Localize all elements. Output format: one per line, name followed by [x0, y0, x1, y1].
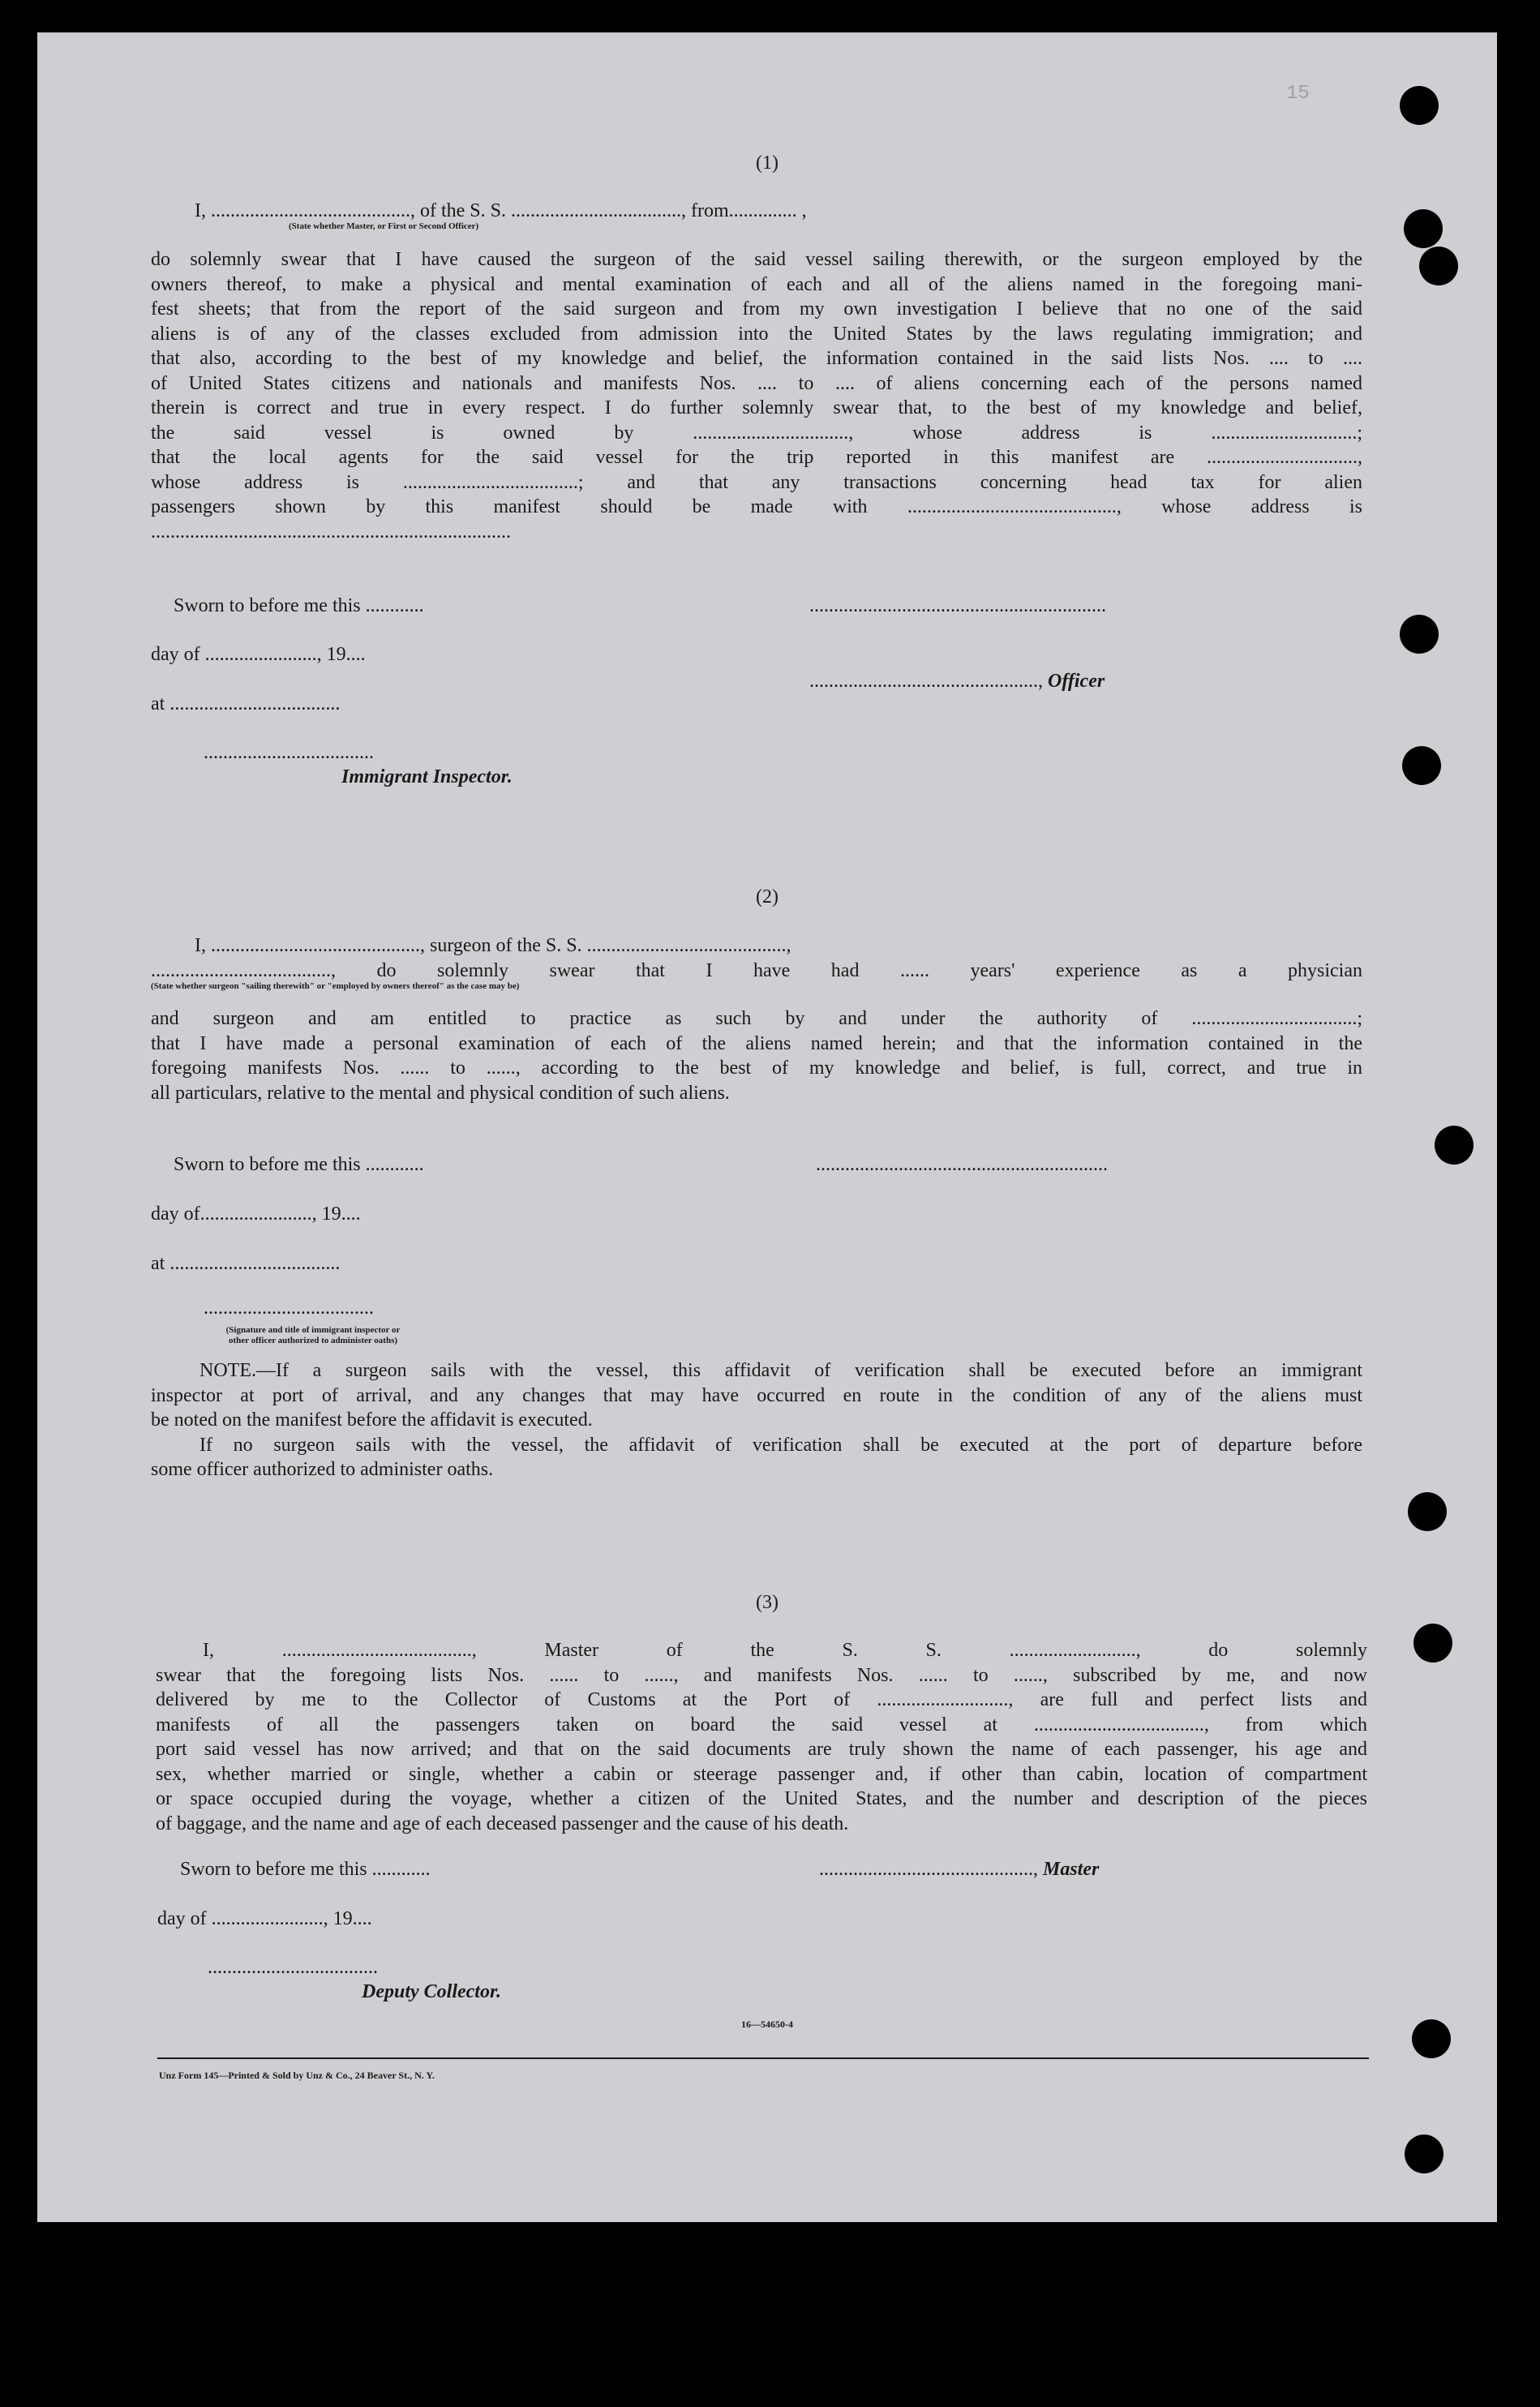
form-number: 16—54650-4	[741, 2019, 793, 2030]
section-1-inspector-signature-line: ...................................	[204, 742, 374, 763]
section-1-line: of United States citizens and nationals and manifests Nos. .... to .... of aliens concerning each of the persons named	[151, 372, 1362, 394]
section-1-at: at ...................................	[151, 693, 341, 714]
section-2-note	[151, 1358, 1362, 1482]
section-2-sworn: Sworn to before me this ............	[174, 1154, 424, 1175]
master-label: Master	[1043, 1859, 1100, 1880]
section-3-line: manifests of all the passengers taken on board the said vessel at ..................................., from which	[156, 1714, 1367, 1736]
section-1-line: aliens is of any of the classes excluded from admission into the United States by the laws regulating immigration; and	[151, 323, 1362, 345]
page-number: 15	[1286, 83, 1310, 105]
section-3-line: swear that the foregoing lists Nos. ...... to ......, and manifests Nos. ...... to ......, subscribed by me, and now	[156, 1664, 1367, 1686]
section-1-inspector-label: Immigrant Inspector.	[341, 766, 513, 787]
punch-hole	[1400, 86, 1439, 125]
section-1-line: that the local agents for the said vessel for the trip reported in this manifest are ...............................,	[151, 447, 1362, 468]
officer-dots: ...............................................,	[809, 671, 1048, 692]
note-line: inspector at port of arrival, and any changes that may have occurred en route in the condition of any of the aliens must	[151, 1384, 1362, 1406]
section-2-line: all particulars, relative to the mental and physical condition of such aliens.	[151, 1082, 730, 1104]
section-3-line: or space occupied during the voyage, whether a citizen of the United States, and the number and description of the pieces	[156, 1788, 1367, 1809]
note-line: NOTE.—If a surgeon sails with the vessel, this affidavit of verification shall be executed before an immigrant	[199, 1360, 1362, 1381]
section-3-master-line	[819, 1857, 1099, 1882]
section-2-signature-line: ............................................................	[816, 1154, 1108, 1175]
section-1-line: whose address is ....................................; and that any transactions concerning head tax for alien	[151, 471, 1362, 493]
section-1-line: ..........................................................................	[151, 521, 511, 543]
section-1-line: fest sheets; that from the report of the said surgeon and from my own investigation I believe that no one of the said	[151, 298, 1362, 320]
section-3-line: sex, whether married or single, whether a cabin or steerage passenger and, if other than cabin, location of compartment	[156, 1763, 1367, 1785]
section-1-line: that also, according to the best of my knowledge and belief, the information contained in the said lists Nos. .... to ....	[151, 348, 1362, 369]
section-1-number: (1)	[756, 152, 779, 174]
section-1-opening-line: I, ........................................., of the S. S. ..................................., from.............. ,	[195, 200, 807, 221]
section-1-line: the said vessel is owned by ................................, whose address is ..............................;	[151, 422, 1362, 444]
section-2-body	[151, 1006, 1362, 1105]
section-3-day: day of ......................., 19....	[157, 1908, 372, 1929]
note-line: be noted on the manifest before the affidavit is executed.	[151, 1409, 593, 1431]
section-1-sworn: Sworn to before me this ............	[174, 595, 424, 616]
section-2-line: that I have made a personal examination of each of the aliens named herein; and that the information contained in the	[151, 1032, 1362, 1054]
punch-hole	[1405, 2135, 1443, 2173]
section-3-line: of baggage, and the name and age of each deceased passenger and the cause of his death.	[156, 1813, 849, 1834]
section-2-caption: (State whether surgeon "sailing therewith" or "employed by owners thereof" as the case may be)	[151, 981, 520, 991]
punch-hole	[1419, 247, 1458, 285]
section-1-line: do solemnly swear that I have caused the surgeon of the said vessel sailing therewith, or the surgeon employed by the	[151, 249, 1362, 270]
section-1-line: owners thereof, to make a physical and mental examination of each and all of the aliens named in the foregoing mani-	[151, 273, 1362, 295]
section-3-collector-label: Deputy Collector.	[362, 1981, 501, 2002]
section-3-body	[156, 1638, 1367, 1836]
note-line: If no surgeon sails with the vessel, the affidavit of verification shall be executed at the port of departure before	[199, 1434, 1362, 1456]
section-3-sworn: Sworn to before me this ............	[180, 1859, 431, 1880]
section-2-line-2: ....................................., do solemnly swear that I have had ...... years' experience as a physician	[151, 960, 1362, 981]
section-1-signature-line: .............................................................	[809, 595, 1106, 616]
document-page	[37, 32, 1497, 2222]
section-2-inspector-signature-line: ...................................	[204, 1298, 374, 1319]
section-1-officer-line	[809, 669, 1105, 694]
section-1-line: passengers shown by this manifest should be made with ..........................................., whose address is	[151, 496, 1362, 517]
punch-hole	[1435, 1126, 1474, 1165]
note-line: some officer authorized to administer oaths.	[151, 1459, 494, 1480]
punch-hole	[1400, 615, 1439, 654]
section-3-number: (3)	[756, 1592, 779, 1613]
section-2-day: day of......................., 19....	[151, 1204, 361, 1225]
section-3-line: delivered by me to the Collector of Customs at the Port of ..........................., are full and perfect lists and	[156, 1689, 1367, 1710]
section-2-signature-caption: (Signature and title of immigrant inspector or other officer authorized to administer oaths)	[225, 1325, 401, 1345]
section-2-line: foregoing manifests Nos. ...... to ......, according to the best of my knowledge and belief, is full, correct, and true in	[151, 1058, 1362, 1079]
punch-hole	[1408, 1492, 1447, 1531]
punch-hole	[1412, 2019, 1451, 2058]
punch-hole	[1404, 209, 1443, 248]
officer-label: Officer	[1048, 671, 1105, 692]
punch-hole	[1402, 746, 1441, 785]
section-1-caption: (State whether Master, or First or Second Officer)	[289, 221, 479, 231]
section-2-line: and surgeon and am entitled to practice as such by and under the authority of ..................................;	[151, 1008, 1362, 1029]
footer-rule	[157, 2057, 1369, 2059]
punch-hole	[1413, 1624, 1452, 1663]
section-1-line: therein is correct and true in every respect. I do further solemnly swear that, to the best of my knowledge and belief,	[151, 397, 1362, 418]
master-dots: ............................................,	[819, 1859, 1043, 1880]
footer-printer: Unz Form 145—Printed & Sold by Unz & Co., 24 Beaver St., N. Y.	[159, 2070, 435, 2081]
section-3-collector-signature-line: ...................................	[208, 1957, 378, 1978]
section-3-line: I, ......................................., Master of the S. S. .........................., do solemnly	[203, 1640, 1367, 1661]
section-2-at: at ...................................	[151, 1253, 341, 1274]
section-1-day: day of ......................., 19....	[151, 644, 366, 665]
section-2-number: (2)	[756, 886, 779, 907]
section-2-line-1: I, ..........................................., surgeon of the S. S. .........................................,	[195, 935, 791, 956]
section-1-body	[151, 247, 1362, 544]
section-3-line: port said vessel has now arrived; and that on the said documents are truly shown the name of each passenger, his age and	[156, 1739, 1367, 1760]
